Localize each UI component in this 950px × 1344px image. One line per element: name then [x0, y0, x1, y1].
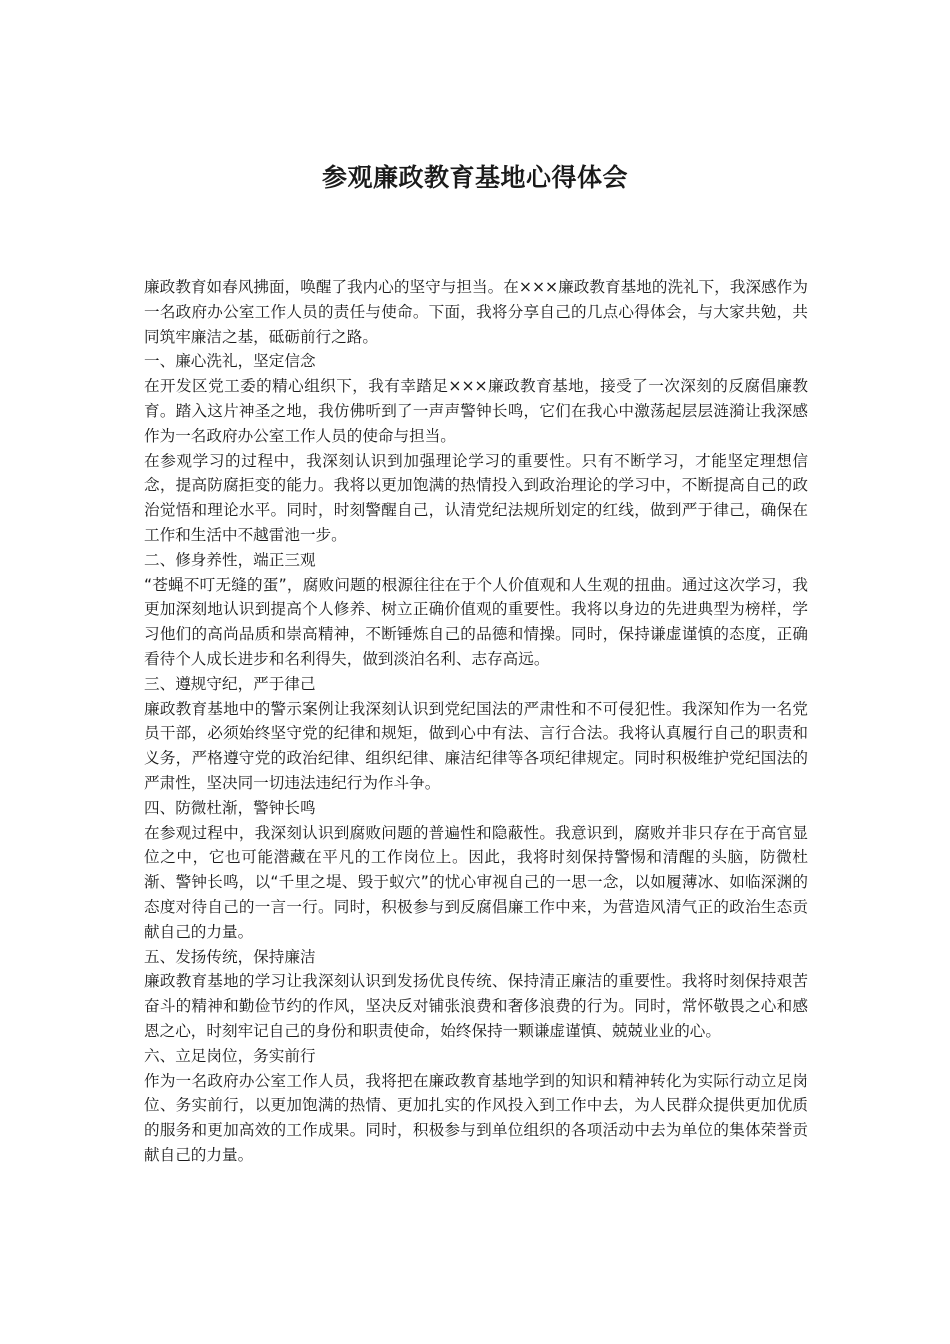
- body-paragraph: 在参观过程中，我深刻认识到腐败问题的普遍性和隐蔽性。我意识到，腐败并非只存在于高官显位之中，它也可能潜藏在平凡的工作岗位上。因此，我将时刻保持警惕和清醒的头脑，防微杜渐、警钟长鸣，以“千里之堤、毁于蚁穴”的忧心审视自己的一思一念，以如履薄冰、如临深渊的态度对待自己的一言一行。同时，积极参与到反腐倡廉工作中来，为营造风清气正的政治生态贡献自己的力量。: [144, 823, 808, 941]
- section-heading-1: 一、廉心洗礼，坚定信念: [144, 352, 316, 371]
- body-paragraph: “苍蝇不叮无缝的蛋”，腐败问题的根源往往在于个人价值观和人生观的扭曲。通过这次学习，我更加深刻地认识到提高个人修养、树立正确价值观的重要性。我将以身边的先进典型为榜样，学习他们的高尚品质和崇高精神，不断锤炼自己的品德和情操。同时，保持谦虚谨慎的态度，正确看待个人成长进步和名利得失，做到淡泊名利、志存高远。: [144, 575, 808, 668]
- body-paragraph: 在开发区党工委的精心组织下，我有幸踏足×××廉政教育基地，接受了一次深刻的反腐倡廉教育。踏入这片神圣之地，我仿佛听到了一声声警钟长鸣，它们在我心中激荡起层层涟漪让我深感作为一名政府办公室工作人员的使命与担当。: [144, 377, 808, 445]
- document-title: 参观廉政教育基地心得体会: [321, 163, 628, 192]
- body-paragraph: 在参观学习的过程中，我深刻认识到加强理论学习的重要性。只有不断学习，才能坚定理想信念，提高防腐拒变的能力。我将以更加饱满的热情投入到政治理论的学习中，不断提高自己的政治觉悟和理论水平。同时，时刻警醒自己，认清党纪法规所划定的红线，做到严于律己，确保在工作和生活中不越雷池一步。: [144, 451, 808, 544]
- body-paragraph: 廉政教育基地中的警示案例让我深刻认识到党纪国法的严肃性和不可侵犯性。我深知作为一名党员干部，必须始终坚守党的纪律和规矩，做到心中有法、言行合法。我将认真履行自己的职责和义务，严格遵守党的政治纪律、组织纪律、廉洁纪律等各项纪律规定。同时积极维护党纪国法的严肃性，坚决同一切违法违纪行为作斗争。: [144, 699, 808, 792]
- intro-paragraph: 廉政教育如春风拂面，唤醒了我内心的坚守与担当。在×××廉政教育基地的洗礼下，我深感作为一名政府办公室工作人员的责任与使命。下面，我将分享自己的几点心得体会，与大家共勉，共同筑牢廉洁之基，砥砺前行之路。: [144, 278, 808, 346]
- body-paragraph: 廉政教育基地的学习让我深刻认识到发扬优良传统、保持清正廉洁的重要性。我将时刻保持艰苦奋斗的精神和勤俭节约的作风，坚决反对铺张浪费和奢侈浪费的行为。同时，常怀敬畏之心和感恩之心，时刻牢记自己的身份和职责使命，始终保持一颗谦虚谨慎、兢兢业业的心。: [144, 972, 808, 1040]
- body-paragraph: 作为一名政府办公室工作人员，我将把在廉政教育基地学到的知识和精神转化为实际行动立足岗位、务实前行，以更加饱满的热情、更加扎实的作风投入到工作中去，为人民群众提供更加优质的服务和更加高效的工作成果。同时，积极参与到单位组织的各项活动中去为单位的集体荣誉贡献自己的力量。: [144, 1071, 808, 1164]
- section-heading-6: 六、立足岗位，务实前行: [144, 1046, 316, 1065]
- section-heading-4: 四、防微杜渐，警钟长鸣: [144, 798, 316, 817]
- section-heading-5: 五、发扬传统，保持廉洁: [144, 947, 316, 966]
- document-body: [144, 275, 808, 1168]
- section-heading-3: 三、遵规守纪，严于律己: [144, 674, 316, 693]
- section-heading-2: 二、修身养性，端正三观: [144, 550, 316, 569]
